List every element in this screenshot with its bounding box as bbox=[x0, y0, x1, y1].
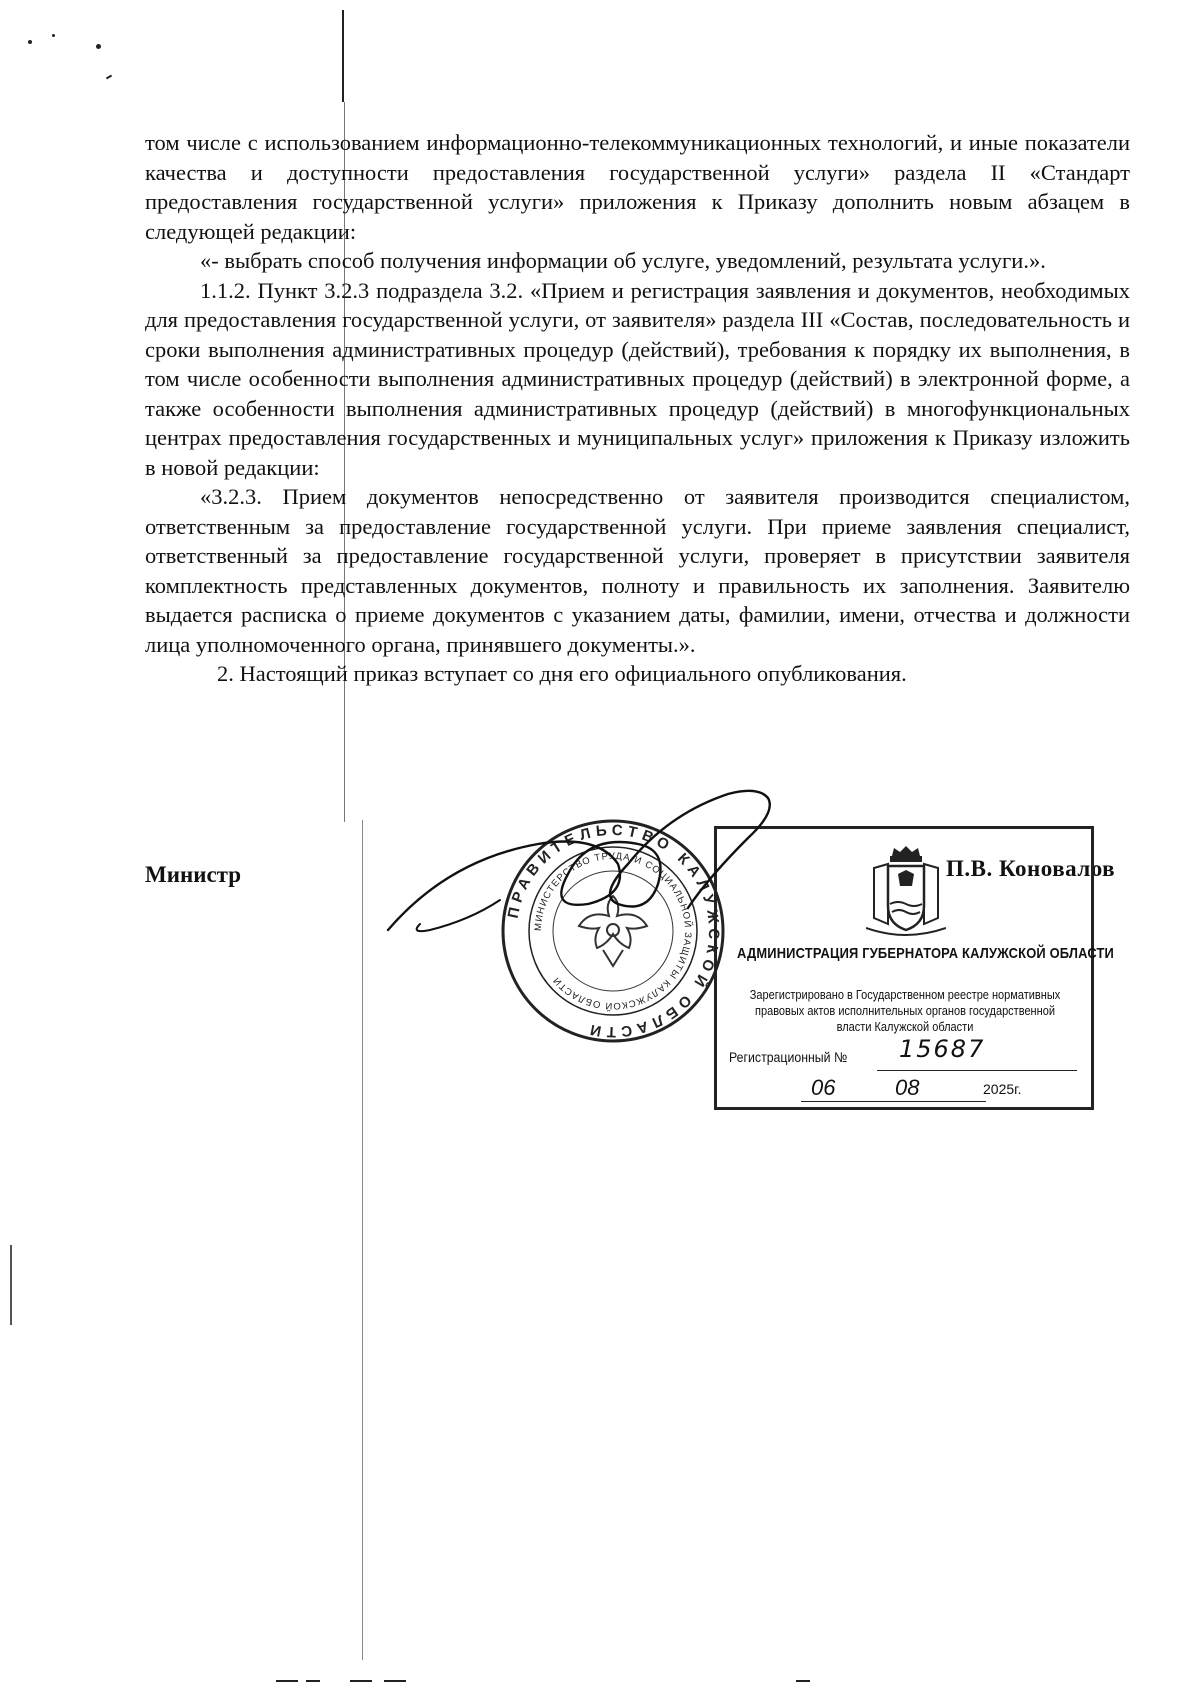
paragraph: 2. Настоящий приказ вступает со дня его официального опубликования. bbox=[217, 661, 907, 686]
handwritten-signature-icon bbox=[380, 780, 800, 960]
scan-mark bbox=[384, 1680, 406, 1682]
seal-inner-text: МИНИСТЕРСТВО ТРУДА И СОЦИАЛЬНОЙ ЗАЩИТЫ КАЛУЖСКОЙ ОБЛАСТИ bbox=[532, 850, 694, 1012]
stamp-reg-number: 15687 bbox=[899, 1035, 986, 1063]
stamp-reg-underline bbox=[877, 1070, 1077, 1071]
paragraph: «3.2.3. Прием документов непосредственно от заявителя производится специалистом, ответственным за предоставление государственной услуги. При приеме заявления специалист, ответственный за предоставление государственной услуги, проверяет в присутствии заявителя комплектность представленных документов, полноту и правильность их заполнения. Заявителю выдается расписка о приеме документов с указанием даты, фамилии, имени, отчества и должности лица уполномоченного органа, принявшего документы.». bbox=[145, 484, 1130, 657]
document-body bbox=[145, 128, 1130, 689]
scan-speck bbox=[52, 34, 55, 37]
scan-mark bbox=[350, 1680, 372, 1682]
scan-mark bbox=[276, 1680, 298, 1682]
scan-speck bbox=[96, 44, 101, 49]
binding-mark bbox=[10, 1245, 12, 1325]
paragraph: «- выбрать способ получения информации об услуге, уведомлений, результата услуги.». bbox=[200, 248, 1046, 273]
paragraph: 1.1.2. Пункт 3.2.3 подраздела 3.2. «Прием и регистрация заявления и документов, необходимых для предоставления государственной услуги, от заявителя» раздела III «Состав, последовательность и сроки выполнения административных процедур (действий), требования к порядку их выполнения, в том числе особенности выполнения административных процедур (действий) в электронной форме, а также особенности выполнения административных процедур (действий) в многофункциональных центрах предоставления государственных и муниципальных услуг» приложения к Приказу изложить в новой редакции: bbox=[145, 277, 1130, 480]
scan-mark bbox=[306, 1680, 320, 1682]
stamp-registered-text: Зарегистрировано в Государственном реестре нормативных правовых актов исполнительных органов государственной власти Калужской области bbox=[749, 988, 1061, 1034]
scan-mark bbox=[796, 1680, 810, 1682]
scan-speck bbox=[28, 40, 32, 44]
seal-outer-text: ПРАВИТЕЛЬСТВО КАЛУЖСКОЙ ОБЛАСТИ bbox=[504, 821, 723, 1041]
stamp-date-day: 06 bbox=[811, 1075, 836, 1100]
stamp-date-underline bbox=[801, 1101, 986, 1102]
fold-line bbox=[362, 820, 363, 1660]
stamp-reg-label: Регистрационный № bbox=[729, 1049, 848, 1065]
stamp-date-year: 2025г. bbox=[983, 1081, 1022, 1097]
signatory-name: П.В. Коновалов bbox=[946, 856, 1116, 881]
scan-mark bbox=[106, 75, 112, 80]
stamp-date-month: 08 bbox=[895, 1075, 920, 1100]
paragraph: том числе с использованием информационно-телекоммуникационных технологий, и иные показатели качества и доступности предоставления государственной услуги» раздела II «Стандарт предоставления государственной услуги» приложения к Приказу дополнить новым абзацем в следующей редакции: bbox=[145, 130, 1130, 244]
minister-label: Министр bbox=[145, 862, 242, 887]
fold-line bbox=[342, 10, 344, 102]
stamp-admin-title: АДМИНИСТРАЦИЯ ГУБЕРНАТОРА КАЛУЖСКОЙ ОБЛАСТИ bbox=[737, 945, 1114, 962]
